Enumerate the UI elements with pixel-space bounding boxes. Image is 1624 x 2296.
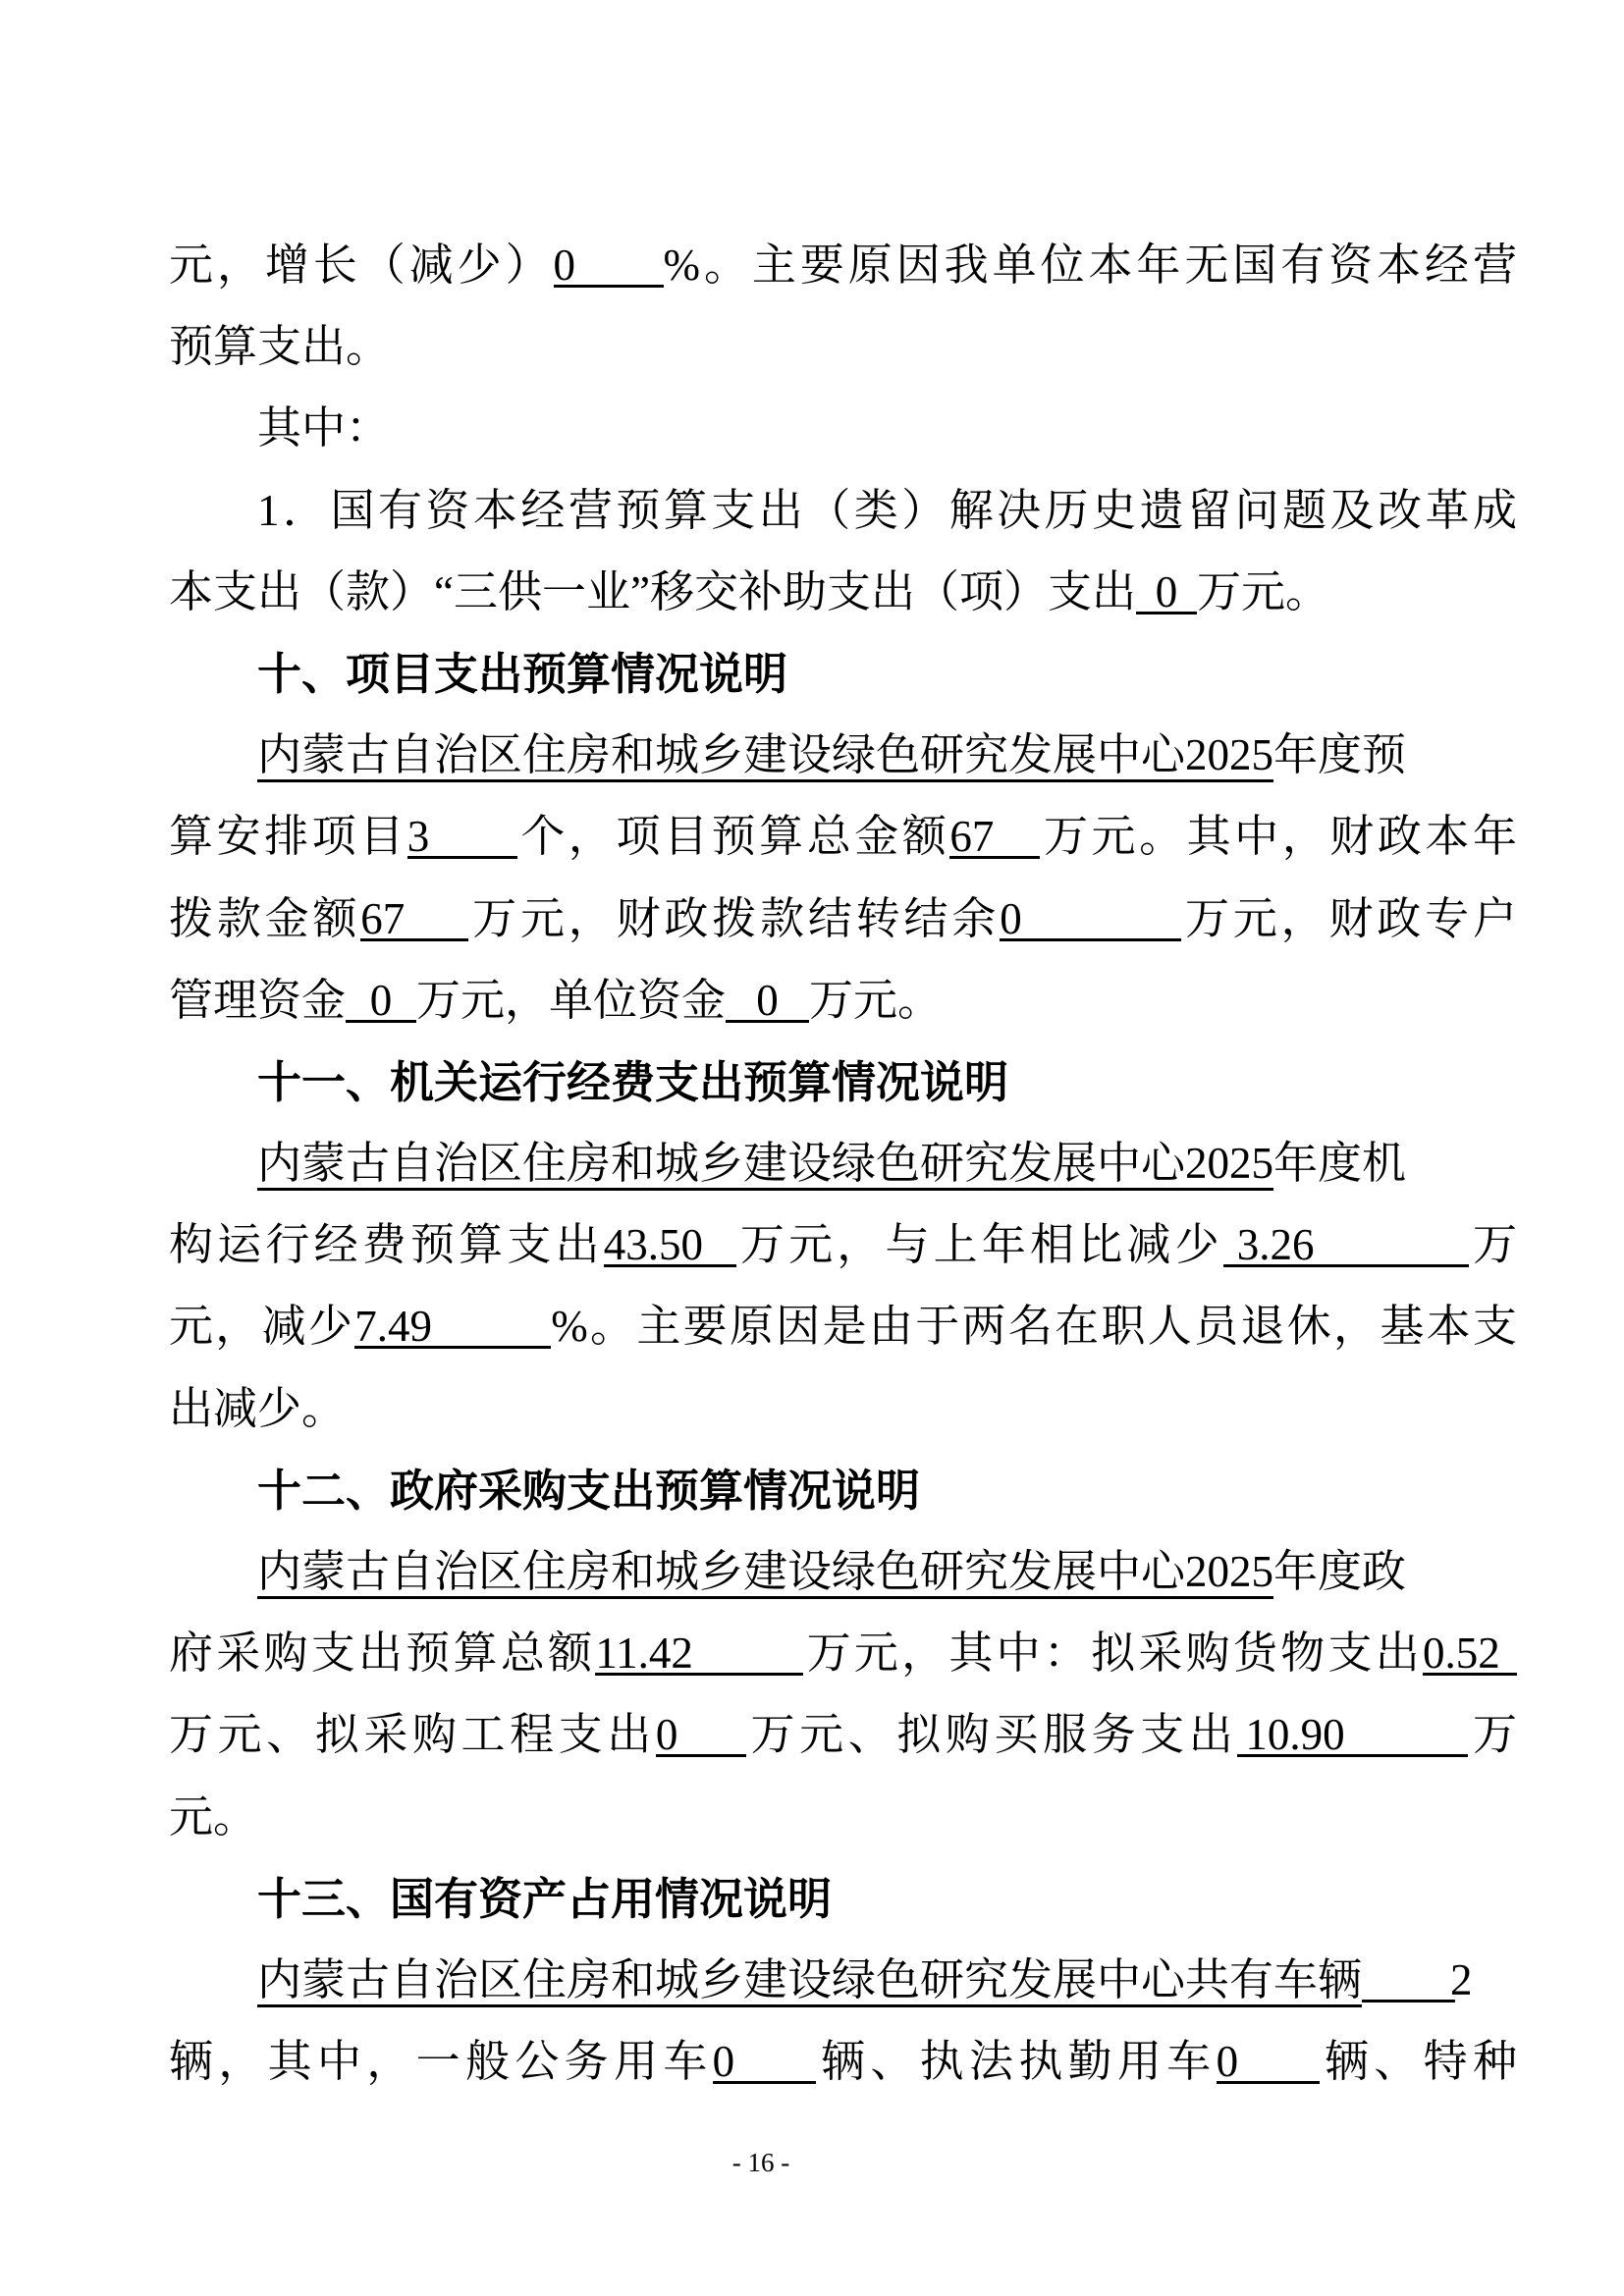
- text-run: 元，增长（减少）: [169, 240, 554, 290]
- section-heading-text: 十、项目支出预算情况说明: [257, 648, 788, 699]
- text-run: 年度预: [1273, 730, 1407, 780]
- text-run: 万元，其中：拟采购货物支出: [803, 1629, 1423, 1679]
- blank-value: 43.50: [604, 1222, 736, 1267]
- blank-value: 2: [1362, 1957, 1455, 2002]
- text-line: [169, 960, 1517, 1041]
- text-line: [169, 1204, 1517, 1286]
- text-run: 万元、拟采购工程支出: [169, 1710, 656, 1760]
- text-run: 预算支出。: [169, 322, 391, 372]
- text-line: [169, 1777, 1517, 1858]
- text-run: 构运行经费预算支出: [169, 1220, 604, 1270]
- text-run: 辆、执法执勤用车: [815, 2037, 1217, 2087]
- blank-value: 67: [949, 814, 1040, 859]
- text-run: 辆、特种: [1319, 2037, 1517, 2087]
- blank-value: 11.42: [595, 1630, 803, 1676]
- blank-value: 0.52: [1423, 1630, 1517, 1676]
- underlined-text-run: 内蒙古自治区住房和城乡建设绿色研究发展中心2025: [257, 1139, 1274, 1189]
- text-run: 万元。: [809, 975, 943, 1025]
- blank-value: 0: [1136, 569, 1197, 614]
- text-line: [169, 1613, 1517, 1694]
- blank-value: 0: [1000, 896, 1181, 941]
- text-run: 年度政: [1273, 1547, 1407, 1596]
- section-heading: [169, 1450, 1517, 1531]
- text-line: [169, 715, 1517, 796]
- text-run: 拨款金额: [169, 893, 361, 943]
- blank-value: 0: [656, 1712, 746, 1757]
- underlined-text-run: 内蒙古自治区住房和城乡建设绿色研究发展中心2025: [257, 1547, 1274, 1596]
- text-line: [169, 879, 1517, 960]
- text-run: 元。: [169, 1791, 258, 1842]
- text-run: 1．国有资本经营预算支出（类）解决历史遗留问题及改革成: [257, 485, 1517, 535]
- text-line: [169, 388, 1517, 469]
- section-heading: [169, 633, 1517, 715]
- section-heading-text: 十三、国有资产占用情况说明: [257, 1873, 833, 1924]
- text-run: 万: [1468, 1220, 1517, 1270]
- text-run: 元，减少: [169, 1302, 355, 1352]
- text-run: 其中：: [257, 403, 391, 454]
- text-line: [169, 470, 1517, 552]
- text-line: [169, 796, 1517, 878]
- text-run: %。主要原因是由于两名在职人员退休，基本支: [551, 1302, 1517, 1352]
- text-run: 本支出（款）“三供一业”移交补助支出（项）支出: [169, 566, 1136, 616]
- page-number: - 16 -: [731, 2148, 790, 2177]
- text-run: 府采购支出预算总额: [169, 1629, 596, 1679]
- blank-value: 67: [360, 896, 468, 941]
- text-line: [169, 1531, 1517, 1613]
- section-heading: [169, 1041, 1517, 1123]
- text-line: [169, 552, 1517, 633]
- text-run: 万: [1468, 1710, 1517, 1760]
- text-run: 个，项目预算总金额: [516, 812, 950, 862]
- underlined-text-run: 内蒙古自治区住房和城乡建设绿色研究发展中心共有车辆: [257, 1954, 1363, 2004]
- blank-value: 3: [407, 814, 517, 859]
- section-heading-text: 十二、政府采购支出预算情况说明: [257, 1465, 921, 1516]
- blank-value: 0: [726, 978, 809, 1023]
- blank-value: 0: [554, 242, 664, 288]
- text-run: 万元，单位资金: [416, 975, 727, 1025]
- section-heading-text: 十一、机关运行经费支出预算情况说明: [257, 1056, 1009, 1107]
- blank-value: 7.49: [354, 1304, 551, 1349]
- blank-value: 0: [1217, 2039, 1320, 2084]
- text-run: 管理资金: [169, 975, 347, 1025]
- text-run: 辆，其中，一般公务用车: [169, 2037, 713, 2087]
- text-run: 万元、拟购买服务支出: [745, 1710, 1238, 1760]
- text-run: 万元，财政拨款结转结余: [468, 893, 1001, 943]
- text-run: 万元。其中，财政本年: [1040, 812, 1517, 862]
- text-line: [169, 306, 1517, 388]
- text-run: 万元，与上年相比减少: [735, 1220, 1223, 1270]
- text-line: [169, 1286, 1517, 1367]
- text-line: [169, 225, 1517, 306]
- document-body: [169, 225, 1517, 2103]
- text-line: [169, 1694, 1517, 1776]
- text-run: 出减少。: [169, 1383, 347, 1433]
- text-line: [169, 1123, 1517, 1204]
- underlined-text-run: 内蒙古自治区住房和城乡建设绿色研究发展中心2025: [257, 730, 1274, 780]
- blank-value: 10.90: [1237, 1712, 1468, 1757]
- text-run: 万元，财政专户: [1181, 893, 1517, 943]
- text-line: [169, 2021, 1517, 2103]
- text-line: [169, 1368, 1517, 1450]
- blank-value: 0: [713, 2039, 816, 2084]
- blank-value: 0: [346, 978, 416, 1023]
- text-run: 万元。: [1196, 566, 1329, 616]
- section-heading: [169, 1858, 1517, 1940]
- text-run: %。主要原因我单位本年无国有资本经营: [663, 240, 1517, 290]
- blank-value: 3.26: [1223, 1222, 1469, 1267]
- text-run: 算安排项目: [169, 812, 407, 862]
- text-run: 年度机: [1273, 1139, 1407, 1189]
- text-line: [169, 1940, 1517, 2021]
